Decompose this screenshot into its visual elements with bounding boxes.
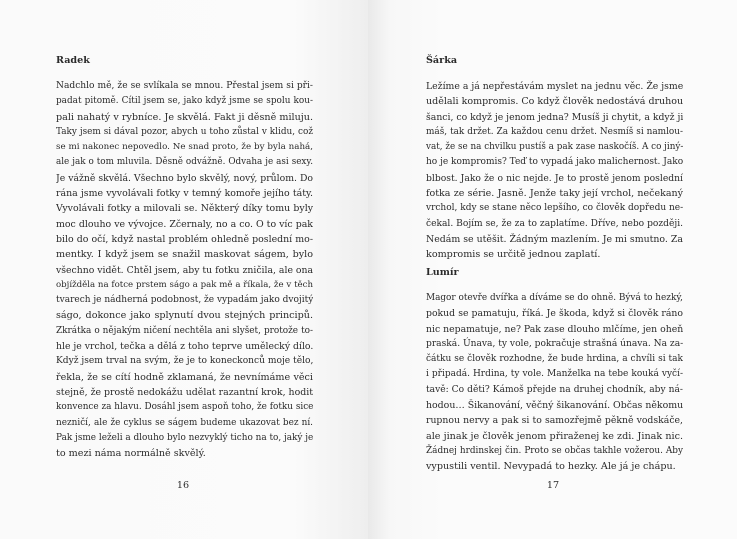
text-line: nezničí, ale že cyklus se ságem budeme ukazovat bez ní. (56, 417, 313, 428)
text-line: čátku se člověk rozhodne, že bude hrdina, a chvíli si tak (426, 354, 683, 365)
text-line: bilo do očí, když nastal problém ohledně poslední mo- (56, 233, 313, 245)
text-line: udělali kompromis. Co když člověk nedostává druhou (426, 96, 683, 108)
text-line: Taky jsem si dával pozor, abych u toho zůstal v klidu, což (56, 126, 313, 137)
text-line: fotka ze série. Jasně. Jenže taky její vrchol, nečekaný (426, 188, 683, 200)
radek-paragraph (56, 79, 313, 461)
text-line: to mezi náma normálně skvělý. (56, 448, 206, 460)
sarka-section (426, 55, 683, 263)
text-line: Žádnej hrdinskej čin. Proto se občas takhle vožerou. Aby (426, 445, 683, 456)
text-line: ale jak o tom mluvila. Děsně odvážně. Odvaha je asi sexy. (56, 157, 313, 168)
lumir-paragraph (426, 291, 683, 475)
text-line: ho je kompromis? Teď to vypadá jako malichernost. Jako (426, 157, 683, 168)
text-line: Nedám se utěšit. Žádným mazlením. Je mi smutno. Za (426, 233, 683, 245)
text-line: Je vážně skvělá. Všechno bylo skvělý, nový, průlom. Do (56, 172, 313, 184)
text-line: nic nepamatuje, ne? Pak zase dlouho mlčíme, jen oheň (426, 323, 683, 335)
text-line: řekla, že se cítí hodně zklamaná, že nevnímáme věci (56, 371, 313, 383)
text-line: mentky. I když jsem se snažil maskovat ságem, bylo (56, 249, 313, 261)
text-line: stejně, že prostě nedokážu udělat razantní krok, hodit (56, 386, 313, 398)
text-line: šanci, co když je jenom jedna? Musíš ji chytit, a když ji (426, 111, 683, 123)
text-line: ale jinak je člověk jenom přiraženej ke zdi. Jinak nic. (426, 430, 683, 442)
text-line: ságo, dokonce jako splynutí dvou stejných principů. (56, 310, 313, 322)
text-line: hle je vrchol, tečka a dělá z toho teprve umělecký dílo. (56, 341, 313, 353)
text-line: Ležíme a já nepřestávám myslet na jednu věc. Že jsme (426, 81, 683, 92)
right-page (368, 0, 737, 539)
text-line: čekal. Bojím se, že za to zaplatíme. Dříve, nebo později. (426, 218, 683, 229)
text-line: všechno vidět. Chtěl jsem, aby tu fotku zničila, ale ona (56, 264, 313, 276)
section-heading-radek: Radek (56, 55, 90, 66)
text-line: hodou… Šikanování, věčný šikanování. Občas někomu (426, 400, 683, 412)
text-line: padat pitomě. Cítil jsem se, jako když jsme se spolu kou- (56, 96, 313, 107)
text-line: i připadá. Hrdina, ty vole. Manželka na tebe kouká vyčí- (426, 369, 683, 380)
text-line: vrchol, kdy se stane něco lepšího, co člověk dopředu ne- (426, 203, 683, 214)
section-heading-lumir: Lumír (426, 267, 459, 278)
text-line: vat, že se na chvilku pustíš a pak zase naskočíš. A co jiný- (426, 142, 683, 153)
text-line: blbost. Jako že o nic nejde. Je to prostě jenom poslední (426, 172, 683, 184)
lumir-section (426, 267, 683, 475)
page-number-left: 16 (176, 480, 190, 491)
left-page (0, 0, 368, 539)
text-line: Vyvolávali fotky a milovali se. Některý díky tomu byly (56, 203, 313, 215)
text-line: Magor otevře dvířka a díváme se do ohně. Bývá to hezký, (426, 293, 683, 303)
text-line: tvarech je nádherná podobnost, že vypadám jako dvojitý (56, 295, 313, 306)
page-number-right: 17 (546, 480, 560, 491)
text-line: Zkrátka o nějakým ničení nechtěla ani slyšet, protože to- (56, 325, 313, 336)
text-line: máš, tak držet. Za každou cenu držet. Nesmíš si namlou- (426, 126, 683, 137)
sarka-paragraph (426, 79, 683, 263)
section-heading-sarka: Šárka (426, 55, 458, 66)
text-line: Pak jsme leželi a dlouho bylo nezvyklý ticho na to, jaký je (56, 432, 313, 443)
radek-section (56, 55, 313, 461)
text-line: pali nahatý v rybníce. Je skvělá. Fakt ji děsně miluju. (56, 111, 313, 123)
text-line: se mi nakonec nepovedlo. Ne snad proto, že by byla nahá, (56, 142, 313, 153)
text-line: tavě: Co děti? Kámoš přejde na druhej chodník, aby ná- (426, 384, 683, 395)
text-line: konvence za hlavu. Dosáhl jsem aspoň toho, že fotku sice (56, 402, 313, 413)
text-line: Nadchlo mě, že se svlíkala se mnou. Přestal jsem si při- (56, 81, 313, 91)
text-line: kompromis se určitě jednou zaplatí. (426, 249, 601, 261)
text-line: rupnou nervy a pak si to samozřejmě pěkně vodskáče, (426, 415, 683, 427)
text-line: vypustili ventil. Nevypadá to hezky. Ale já je chápu. (426, 461, 676, 473)
text-line: objížděla na fotce prstem ságo a pak mě a říkala, že v těch (56, 279, 313, 290)
text-line: Když jsem trval na svým, že je to koneckonců moje tělo, (56, 356, 313, 367)
text-line: moc dlouho ve vývojce. Zčernaly, no a co. O to víc pak (56, 218, 313, 230)
text-line: rána jsme vyvolávali fotky v temný komoře jejího táty. (56, 188, 313, 200)
text-line: praská. Únava, ty vole, pokračuje strašná únava. Na za- (426, 338, 683, 349)
text-line: pokud se pamatuju, říká. Je škoda, když si člověk ráno (426, 308, 683, 320)
